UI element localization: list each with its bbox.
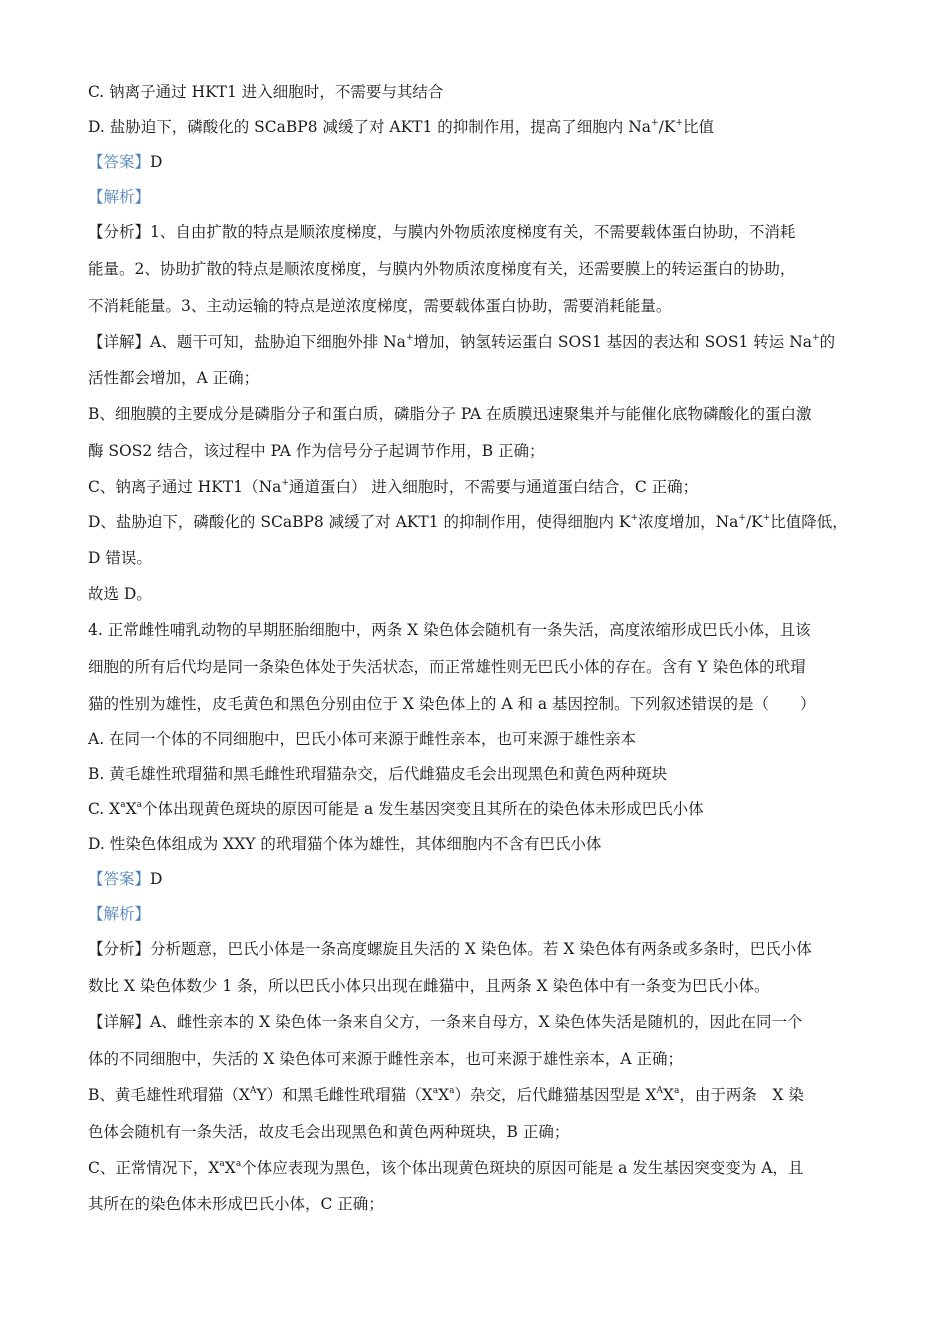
q4-detail-b-line-1: B、黄毛雄性玳瑁猫$(X^AY)$和黑毛雌性玳瑁猫$(X^aX^a)$杂交，后代雌猫基因型是 $X^AX^a$，由于两条 X 染 <box>88 1086 804 1104</box>
q3-answer: 【答案】D <box>88 153 163 171</box>
q3-option-c: C. 钠离子通过 HKT1 进入细胞时，不需要与其结合 <box>88 83 444 101</box>
q3-conclusion: 故选 D。 <box>88 585 152 603</box>
q3-analysis-line-3: 不消耗能量。3、主动运输的特点是逆浓度梯度，需要载体蛋白协助，需要消耗能量。 <box>88 297 672 315</box>
q4-detail-b-line-2: 色体会随机有一条失活，故皮毛会出现黑色和黄色两种斑块，B 正确； <box>88 1123 570 1141</box>
q4-detail-a-line-2: 体的不同细胞中，失活的 X 染色体可来源于雌性亲本，也可来源于雄性亲本，A 正确； <box>88 1050 684 1068</box>
q4-detail-c-line-2: 其所在的染色体未形成巴氏小体，C 正确； <box>88 1195 384 1213</box>
q4-option-a: A. 在同一个体的不同细胞中，巴氏小体可来源于雌性亲本，也可来源于雄性亲本 <box>88 730 637 748</box>
q4-detail-a-line-1: 【详解】A、雌性亲本的 X 染色体一条来自父方，一条来自母方，X 染色体失活是随机的，因此在同一个 <box>88 1013 803 1031</box>
q3-option-d: D. 盐胁迫下，磷酸化的 SCaBP8 减缓了对 AKT1 的抑制作用，提高了细胞内 Na+/K+比值 <box>88 118 714 136</box>
q4-option-b: B. 黄毛雄性玳瑁猫和黑毛雌性玳瑁猫杂交，后代雌猫皮毛会出现黑色和黄色两种斑块 <box>88 765 668 783</box>
q4-stem-line-3: 猫的性别为雄性，皮毛黄色和黑色分别由位于 X 染色体上的 A 和 a 基因控制。下列叙述错误的是（ ） <box>88 695 816 713</box>
answer-tag: 【答案】 <box>88 870 151 888</box>
q4-detail-c-line-1: C、正常情况下，$X^aX^a$个体应表现为黑色，该个体出现黄色斑块的原因可能是 a 发生基因突变变为 A，且 <box>88 1159 804 1177</box>
q3-detail-b-line-2: 酶 SOS2 结合，该过程中 PA 作为信号分子起调节作用，B 正确； <box>88 442 545 460</box>
q4-analysis-line-2: 数比 X 染色体数少 1 条，所以巴氏小体只出现在雌猫中，且两条 X 染色体中有一条变为巴氏小体。 <box>88 977 770 995</box>
q3-explain-tag: 【解析】 <box>88 188 151 206</box>
q3-analysis-line-2: 能量。2、协助扩散的特点是顺浓度梯度，与膜内外物质浓度梯度有关，还需要膜上的转运蛋白的协助， <box>88 260 796 278</box>
q3-detail-a-line-2: 活性都会增加，A 正确； <box>88 369 260 387</box>
q3-detail-d-line-1: D、盐胁迫下，磷酸化的 SCaBP8 减缓了对 AKT1 的抑制作用，使得细胞内 K+浓度增加，Na+/K+比值降低， <box>88 513 848 531</box>
q4-explain-tag: 【解析】 <box>88 905 151 923</box>
q3-detail-a-line-1: 【详解】A、题干可知，盐胁迫下细胞外排 Na+增加，钠氢转运蛋白 SOS1 基因的表达和 SOS1 转运 Na+的 <box>88 333 836 351</box>
q4-option-d: D. 性染色体组成为 XXY 的玳瑁猫个体为雄性，其体细胞内不含有巴氏小体 <box>88 835 602 853</box>
q4-option-c: C. $X^aX^a$个体出现黄色斑块的原因可能是 a 发生基因突变且其所在的染色体未形成巴氏小体 <box>88 800 704 818</box>
q3-detail-d-line-2: D 错误。 <box>88 549 152 567</box>
q3-detail-c: C、钠离子通过 HKT1（Na+通道蛋白） 进入细胞时，不需要与通道蛋白结合，C 正确； <box>88 478 699 496</box>
answer-tag: 【答案】 <box>88 153 151 171</box>
q3-detail-b-line-1: B、细胞膜的主要成分是磷脂分子和蛋白质，磷脂分子 PA 在质膜迅速聚集并与能催化底物磷酸化的蛋白激 <box>88 405 812 423</box>
q4-stem-line-1: 4. 正常雌性哺乳动物的早期胚胎细胞中，两条 X 染色体会随机有一条失活，高度浓缩形成巴氏小体，且该 <box>88 621 811 639</box>
q4-analysis-line-1: 【分析】分析题意，巴氏小体是一条高度螺旋且失活的 X 染色体。若 X 染色体有两条或多条时，巴氏小体 <box>88 940 812 958</box>
q3-analysis-line-1: 【分析】1、自由扩散的特点是顺浓度梯度，与膜内外物质浓度梯度有关，不需要载体蛋白协助，不消耗 <box>88 223 796 241</box>
q4-stem-line-2: 细胞的所有后代均是同一条染色体处于失活状态，而正常雄性则无巴氏小体的存在。含有 Y 染色体的玳瑁 <box>88 658 806 676</box>
q4-answer: 【答案】D <box>88 870 163 888</box>
